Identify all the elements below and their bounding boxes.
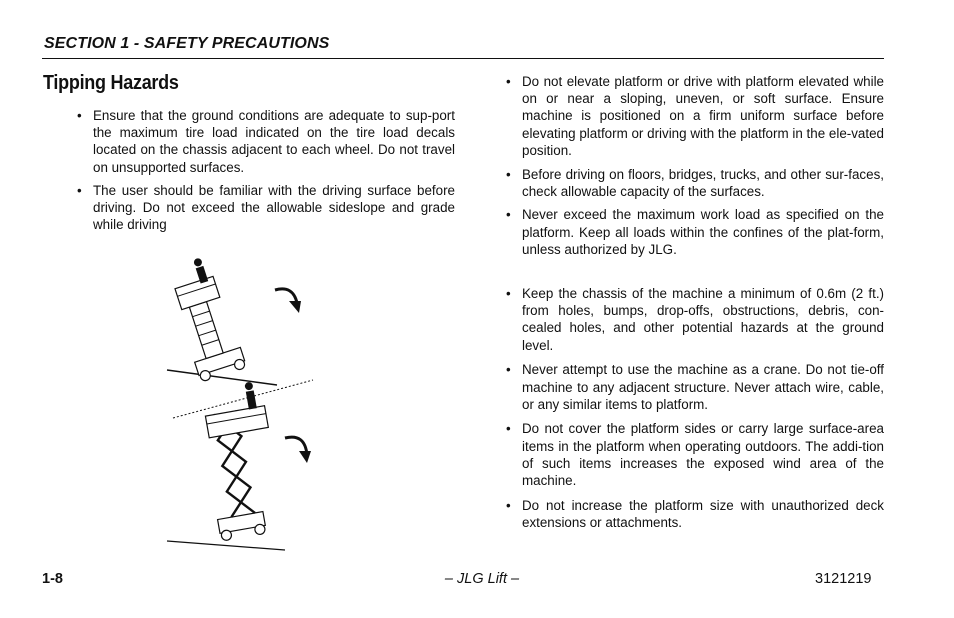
list-item: • Do not increase the platform size with unauthorized deck extensions or attachments. (506, 497, 884, 531)
footer-center-text: – JLG Lift – (444, 571, 520, 587)
right-bullet-list-top (506, 73, 884, 265)
right-bullet-list-bottom (506, 285, 884, 539)
page-number: 1-8 (42, 571, 63, 587)
tipping-hazard-illustration (165, 255, 315, 555)
footer-title (0, 571, 954, 587)
list-item: • Do not elevate platform or drive with platform elevated while on or near a sloping, uneven, or soft surface. Ensure machine is positioned on a firm uniform surface before elevating platform or driving with the platform in the ele-vated position. (506, 73, 884, 159)
list-item: • The user should be familiar with the driving surface before driving. Do not exceed the allowable sideslope and grade while driving (77, 182, 455, 234)
left-bullet-list (77, 107, 455, 239)
tipping-scissor-lift-icon (167, 380, 311, 550)
list-item: • Do not cover the platform sides or carry large surface-area items in the platform when operating outdoors. The addi-tion of such items increases the exposed wind area of the machine. (506, 420, 884, 489)
list-item: • Before driving on floors, bridges, trucks, and other sur-faces, check allowable capacity of the surfaces. (506, 166, 884, 200)
header-divider (42, 58, 884, 59)
tipping-lift-on-slope-icon (165, 255, 313, 418)
document-number: 3121219 (815, 571, 872, 587)
list-item: • Ensure that the ground conditions are adequate to sup-port the maximum tire load indicated on the tire load decals located on the chassis adjacent to each wheel. Do not travel on unsupported surfaces. (77, 107, 455, 176)
list-item: • Never exceed the maximum work load as specified on the platform. Keep all loads within the confines of the plat-form, unless authorized by JLG. (506, 206, 884, 258)
page-heading: Tipping Hazards (43, 72, 179, 94)
list-item: • Keep the chassis of the machine a minimum of 0.6m (2 ft.) from holes, bumps, drop-offs, obstructions, debris, con-cealed holes, and other potential hazards at the ground level. (506, 285, 884, 354)
list-item: • Never attempt to use the machine as a crane. Do not tie-off machine to any adjacent structure. Never attach wire, cable, or any similar items to platform. (506, 361, 884, 413)
section-header: SECTION 1 - SAFETY PRECAUTIONS (44, 35, 330, 52)
